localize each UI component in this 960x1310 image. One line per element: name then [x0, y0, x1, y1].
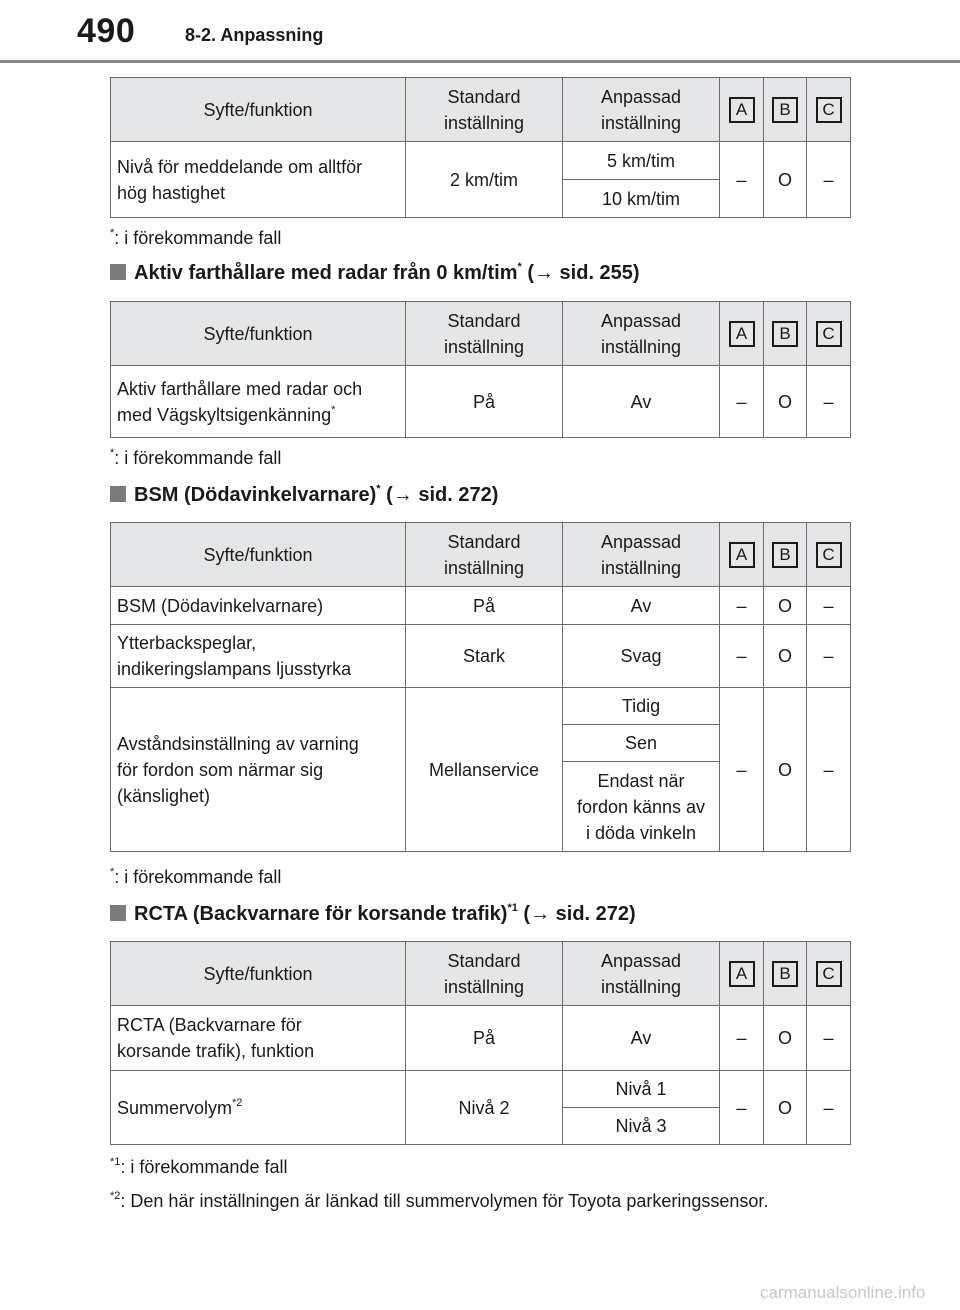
header-standard: Standard inställning — [406, 302, 563, 366]
header-b: B — [764, 523, 807, 587]
a-cell: – — [720, 1006, 764, 1071]
a-cell: – — [720, 142, 764, 218]
footnote: $^{*1}$: i förekommande fall — [110, 1156, 288, 1177]
custom-cell: Av — [563, 366, 720, 438]
standard-cell: På — [406, 1006, 563, 1071]
note: *: i förekommande fall — [110, 866, 282, 887]
function-cell: Avståndsinställning av varning för fordon som närmar sig (känslighet) — [111, 688, 406, 852]
b-cell: O — [764, 625, 807, 688]
function-cell: Summervolym$^{*2}$ — [111, 1071, 406, 1145]
standard-cell: Nivå 2 — [406, 1071, 563, 1145]
bullet-square-icon — [110, 486, 126, 502]
a-cell: – — [720, 688, 764, 852]
page-number: 490 — [77, 12, 136, 50]
header-c: C — [807, 523, 851, 587]
watermark: carmanualsonline.info — [760, 1283, 926, 1302]
function-cell: RCTA (Backvarnare för korsande trafik), funktion — [111, 1006, 406, 1071]
header-custom: Anpassad inställning — [563, 942, 720, 1006]
header-b: B — [764, 78, 807, 142]
c-cell: – — [807, 625, 851, 688]
option-cell: Endast när fordon känns av i döda vinkeln — [563, 762, 720, 852]
arrow-icon: → — [530, 903, 551, 925]
header-divider — [0, 60, 960, 63]
c-cell: – — [807, 1071, 851, 1145]
header-function: Syfte/funktion — [111, 78, 406, 142]
section-heading: BSM (Dödavinkelvarnare)* (→ sid. 272) — [110, 485, 498, 505]
b-cell: O — [764, 1071, 807, 1145]
table-row — [111, 1071, 851, 1108]
header-a: A — [720, 942, 764, 1006]
table-adaptive-cruise — [110, 301, 851, 438]
header-c: C — [807, 78, 851, 142]
function-cell: Nivå för meddelande om alltför hög hastighet — [111, 142, 406, 218]
standard-cell: På — [406, 366, 563, 438]
header-custom: Anpassad inställning — [563, 78, 720, 142]
standard-cell: Stark — [406, 625, 563, 688]
table-row — [111, 1006, 851, 1071]
arrow-icon: → — [392, 484, 413, 506]
table-rcta — [110, 941, 851, 1145]
header-custom: Anpassad inställning — [563, 302, 720, 366]
section-heading: RCTA (Backvarnare för korsande trafik)$^{*1}$ (→ sid. 272) — [110, 904, 636, 924]
table-row — [111, 625, 851, 688]
custom-cell: Svag — [563, 625, 720, 688]
header-standard: Standard inställning — [406, 78, 563, 142]
c-cell: – — [807, 1006, 851, 1071]
table-header-row — [111, 942, 851, 1006]
standard-cell: Mellanservice — [406, 688, 563, 852]
table-bsm — [110, 522, 851, 852]
function-cell: Ytterbackspeglar, indikeringslampans ljusstyrka — [111, 625, 406, 688]
section-heading: Aktiv farthållare med radar från 0 km/tim* (→ sid. 255) — [110, 263, 640, 283]
header-c: C — [807, 302, 851, 366]
custom-cell: Av — [563, 1006, 720, 1071]
option-cell: 10 km/tim — [563, 180, 720, 218]
note: *: i förekommande fall — [110, 227, 282, 248]
table-row — [111, 142, 851, 180]
a-cell: – — [720, 366, 764, 438]
table-speed-warning — [110, 77, 851, 218]
header-b: B — [764, 302, 807, 366]
header-c: C — [807, 942, 851, 1006]
bullet-square-icon — [110, 905, 126, 921]
table-header-row — [111, 302, 851, 366]
header-a: A — [720, 78, 764, 142]
table-row — [111, 688, 851, 725]
option-cell: Tidig — [563, 688, 720, 725]
header-b: B — [764, 942, 807, 1006]
table-header-row — [111, 523, 851, 587]
b-cell: O — [764, 587, 807, 625]
bullet-square-icon — [110, 264, 126, 280]
table-row — [111, 587, 851, 625]
table-row — [111, 366, 851, 438]
note: *: i förekommande fall — [110, 447, 282, 468]
option-cell: Nivå 3 — [563, 1108, 720, 1145]
standard-cell: På — [406, 587, 563, 625]
option-cell: Sen — [563, 725, 720, 762]
option-cell: Nivå 1 — [563, 1071, 720, 1108]
arrow-icon: → — [533, 262, 554, 284]
function-cell: Aktiv farthållare med radar och med Vägskyltsigenkänning* — [111, 366, 406, 438]
c-cell: – — [807, 587, 851, 625]
b-cell: O — [764, 688, 807, 852]
custom-cell: Av — [563, 587, 720, 625]
option-cell: 5 km/tim — [563, 142, 720, 180]
c-cell: – — [807, 688, 851, 852]
b-cell: O — [764, 1006, 807, 1071]
header-function: Syfte/funktion — [111, 523, 406, 587]
chapter-title: 8-2. Anpassning — [185, 25, 324, 45]
header-function: Syfte/funktion — [111, 942, 406, 1006]
header-standard: Standard inställning — [406, 523, 563, 587]
function-cell: BSM (Dödavinkelvarnare) — [111, 587, 406, 625]
header-standard: Standard inställning — [406, 942, 563, 1006]
b-cell: O — [764, 142, 807, 218]
table-header-row — [111, 78, 851, 142]
a-cell: – — [720, 1071, 764, 1145]
c-cell: – — [807, 142, 851, 218]
header-custom: Anpassad inställning — [563, 523, 720, 587]
header-a: A — [720, 302, 764, 366]
b-cell: O — [764, 366, 807, 438]
standard-cell: 2 km/tim — [406, 142, 563, 218]
c-cell: – — [807, 366, 851, 438]
header-function: Syfte/funktion — [111, 302, 406, 366]
a-cell: – — [720, 625, 764, 688]
a-cell: – — [720, 587, 764, 625]
header-a: A — [720, 523, 764, 587]
footnote: $^{*2}$: Den här inställningen är länkad till summervolymen för Toyota parkeringssensor. — [110, 1190, 769, 1211]
